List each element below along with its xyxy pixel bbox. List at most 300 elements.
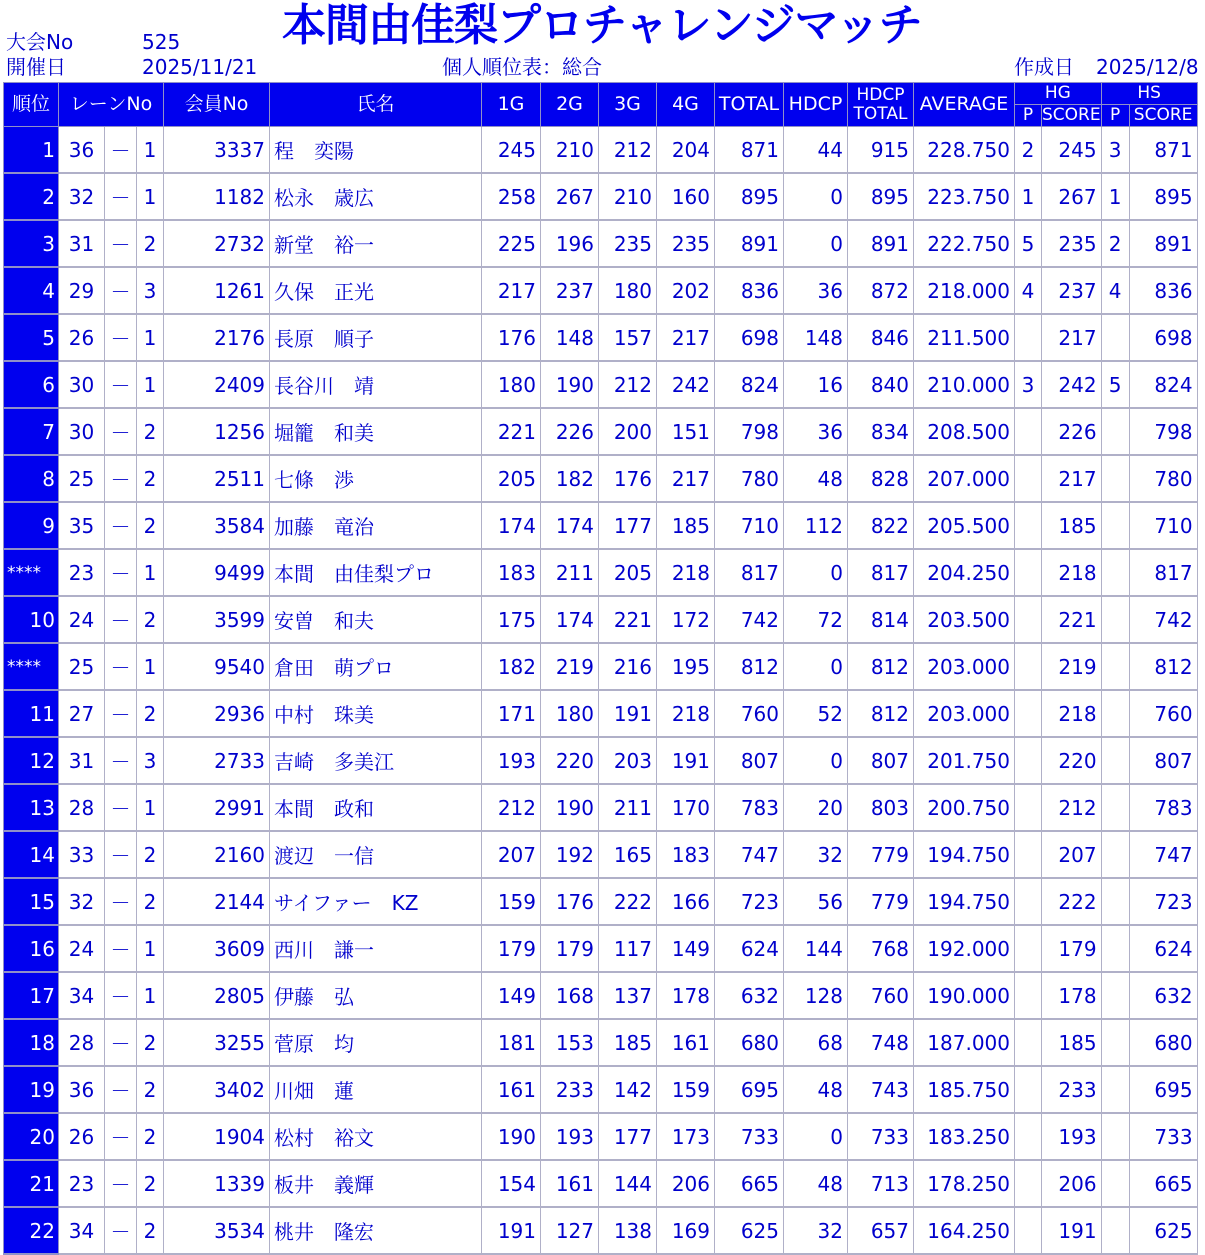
lane-sub-cell: 1 bbox=[137, 361, 164, 408]
game3-cell: 216 bbox=[599, 643, 657, 690]
game1-cell: 207 bbox=[482, 831, 541, 878]
col-2g: 2G bbox=[541, 83, 599, 127]
game4-cell: 149 bbox=[657, 925, 715, 972]
hg-score-cell: 267 bbox=[1042, 173, 1102, 220]
hg-score-cell: 221 bbox=[1042, 596, 1102, 643]
member-no-cell: 3255 bbox=[164, 1019, 270, 1066]
game1-cell: 212 bbox=[482, 784, 541, 831]
lane-cell: 25 bbox=[59, 643, 105, 690]
game2-cell: 168 bbox=[541, 972, 599, 1019]
hs-score-cell: 871 bbox=[1129, 127, 1197, 174]
lane-cell: 35 bbox=[59, 502, 105, 549]
average-cell: 223.750 bbox=[914, 173, 1015, 220]
lane-sub-cell: 3 bbox=[137, 737, 164, 784]
lane-cell: 28 bbox=[59, 784, 105, 831]
hg-place-cell bbox=[1015, 1113, 1042, 1160]
hdcp-cell: 68 bbox=[784, 1019, 848, 1066]
lane-cell: 34 bbox=[59, 1207, 105, 1254]
table-row bbox=[4, 831, 1198, 878]
game1-cell: 159 bbox=[482, 878, 541, 925]
name-cell: 長谷川 靖 bbox=[270, 361, 482, 408]
average-cell: 194.750 bbox=[914, 878, 1015, 925]
name-cell: 本間 政和 bbox=[270, 784, 482, 831]
table-row bbox=[4, 549, 1198, 596]
hg-score-cell: 179 bbox=[1042, 925, 1102, 972]
game2-cell: 176 bbox=[541, 878, 599, 925]
hs-score-cell: 624 bbox=[1129, 925, 1197, 972]
hg-score-cell: 218 bbox=[1042, 549, 1102, 596]
hdcp-total-cell: 812 bbox=[848, 643, 914, 690]
lane-sub-cell: 2 bbox=[137, 831, 164, 878]
hg-place-cell bbox=[1015, 784, 1042, 831]
hg-score-cell: 235 bbox=[1042, 220, 1102, 267]
hs-score-cell: 665 bbox=[1129, 1160, 1197, 1207]
hs-score-cell: 698 bbox=[1129, 314, 1197, 361]
average-cell: 203.500 bbox=[914, 596, 1015, 643]
table-row bbox=[4, 1113, 1198, 1160]
hg-place-cell bbox=[1015, 408, 1042, 455]
rank-cell: 10 bbox=[4, 596, 59, 643]
hs-place-cell bbox=[1101, 502, 1129, 549]
hdcp-cell: 32 bbox=[784, 1207, 848, 1254]
lane-sub-cell: 1 bbox=[137, 173, 164, 220]
hs-score-cell: 760 bbox=[1129, 690, 1197, 737]
game4-cell: 160 bbox=[657, 173, 715, 220]
col-hg: HG bbox=[1015, 83, 1102, 105]
hdcp-total-cell: 733 bbox=[848, 1113, 914, 1160]
name-cell: 堀籠 和美 bbox=[270, 408, 482, 455]
game2-cell: 211 bbox=[541, 549, 599, 596]
lane-separator: － bbox=[105, 220, 137, 267]
lane-separator: － bbox=[105, 1207, 137, 1254]
hs-score-cell: 895 bbox=[1129, 173, 1197, 220]
game3-cell: 210 bbox=[599, 173, 657, 220]
total-cell: 824 bbox=[715, 361, 784, 408]
game2-cell: 153 bbox=[541, 1019, 599, 1066]
member-no-cell: 2991 bbox=[164, 784, 270, 831]
hg-score-cell: 206 bbox=[1042, 1160, 1102, 1207]
lane-separator: － bbox=[105, 643, 137, 690]
lane-separator: － bbox=[105, 361, 137, 408]
lane-separator: － bbox=[105, 878, 137, 925]
game3-cell: 235 bbox=[599, 220, 657, 267]
game1-cell: 161 bbox=[482, 1066, 541, 1113]
hdcp-cell: 128 bbox=[784, 972, 848, 1019]
lane-sub-cell: 1 bbox=[137, 549, 164, 596]
hdcp-total-cell: 915 bbox=[848, 127, 914, 174]
member-no-cell: 2936 bbox=[164, 690, 270, 737]
name-cell: 長原 順子 bbox=[270, 314, 482, 361]
hdcp-total-cell: 768 bbox=[848, 925, 914, 972]
game1-cell: 190 bbox=[482, 1113, 541, 1160]
lane-cell: 23 bbox=[59, 549, 105, 596]
game2-cell: 190 bbox=[541, 361, 599, 408]
game2-cell: 182 bbox=[541, 455, 599, 502]
game3-cell: 138 bbox=[599, 1207, 657, 1254]
game3-cell: 185 bbox=[599, 1019, 657, 1066]
hs-score-cell: 798 bbox=[1129, 408, 1197, 455]
hg-place-cell bbox=[1015, 737, 1042, 784]
total-cell: 698 bbox=[715, 314, 784, 361]
game1-cell: 217 bbox=[482, 267, 541, 314]
date-label: 開催日 bbox=[6, 55, 66, 79]
report-header bbox=[0, 0, 1205, 82]
lane-sub-cell: 2 bbox=[137, 596, 164, 643]
member-no-cell: 1261 bbox=[164, 267, 270, 314]
lane-sub-cell: 2 bbox=[137, 1066, 164, 1113]
total-cell: 817 bbox=[715, 549, 784, 596]
average-cell: 185.750 bbox=[914, 1066, 1015, 1113]
average-cell: 203.000 bbox=[914, 690, 1015, 737]
lane-sub-cell: 1 bbox=[137, 925, 164, 972]
name-cell: 久保 正光 bbox=[270, 267, 482, 314]
hs-score-cell: 742 bbox=[1129, 596, 1197, 643]
hdcp-cell: 0 bbox=[784, 737, 848, 784]
table-row bbox=[4, 502, 1198, 549]
name-cell: 川畑 蓮 bbox=[270, 1066, 482, 1113]
hs-score-cell: 807 bbox=[1129, 737, 1197, 784]
game4-cell: 195 bbox=[657, 643, 715, 690]
table-header bbox=[4, 83, 1198, 127]
hg-place-cell: 5 bbox=[1015, 220, 1042, 267]
member-no-cell: 2160 bbox=[164, 831, 270, 878]
hg-score-cell: 218 bbox=[1042, 690, 1102, 737]
total-cell: 780 bbox=[715, 455, 784, 502]
hg-place-cell: 3 bbox=[1015, 361, 1042, 408]
member-no-cell: 3337 bbox=[164, 127, 270, 174]
lane-separator: － bbox=[105, 314, 137, 361]
hg-place-cell: 2 bbox=[1015, 127, 1042, 174]
game4-cell: 218 bbox=[657, 690, 715, 737]
rank-cell: **** bbox=[4, 549, 59, 596]
table-row bbox=[4, 596, 1198, 643]
game4-cell: 202 bbox=[657, 267, 715, 314]
name-cell: 程 奕陽 bbox=[270, 127, 482, 174]
lane-sub-cell: 2 bbox=[137, 1160, 164, 1207]
hs-score-cell: 747 bbox=[1129, 831, 1197, 878]
member-no-cell: 2805 bbox=[164, 972, 270, 1019]
game2-cell: 161 bbox=[541, 1160, 599, 1207]
hg-place-cell bbox=[1015, 502, 1042, 549]
rank-cell: 21 bbox=[4, 1160, 59, 1207]
col-lane: レーンNo bbox=[59, 83, 164, 127]
game3-cell: 212 bbox=[599, 127, 657, 174]
hg-place-cell bbox=[1015, 1066, 1042, 1113]
hdcp-cell: 0 bbox=[784, 549, 848, 596]
hs-score-cell: 695 bbox=[1129, 1066, 1197, 1113]
col-average: AVERAGE bbox=[914, 83, 1015, 127]
game4-cell: 178 bbox=[657, 972, 715, 1019]
rank-cell: 17 bbox=[4, 972, 59, 1019]
report-subtitle: 個人順位表：総合 bbox=[442, 55, 602, 79]
table-row bbox=[4, 1207, 1198, 1254]
game2-cell: 174 bbox=[541, 596, 599, 643]
game1-cell: 176 bbox=[482, 314, 541, 361]
game3-cell: 177 bbox=[599, 502, 657, 549]
rank-cell: 18 bbox=[4, 1019, 59, 1066]
hdcp-cell: 148 bbox=[784, 314, 848, 361]
hdcp-total-cell: 743 bbox=[848, 1066, 914, 1113]
name-cell: 吉崎 多美江 bbox=[270, 737, 482, 784]
total-cell: 624 bbox=[715, 925, 784, 972]
col-hg-p: P bbox=[1015, 105, 1042, 127]
name-cell: 桃井 隆宏 bbox=[270, 1207, 482, 1254]
average-cell: 200.750 bbox=[914, 784, 1015, 831]
game2-cell: 193 bbox=[541, 1113, 599, 1160]
lane-sub-cell: 2 bbox=[137, 1019, 164, 1066]
hs-place-cell bbox=[1101, 549, 1129, 596]
created-label: 作成日 bbox=[1014, 55, 1074, 79]
col-member: 会員No bbox=[164, 83, 270, 127]
lane-sub-cell: 1 bbox=[137, 127, 164, 174]
average-cell: 208.500 bbox=[914, 408, 1015, 455]
average-cell: 204.250 bbox=[914, 549, 1015, 596]
game2-cell: 233 bbox=[541, 1066, 599, 1113]
hdcp-total-cell: 657 bbox=[848, 1207, 914, 1254]
hdcp-cell: 32 bbox=[784, 831, 848, 878]
game4-cell: 166 bbox=[657, 878, 715, 925]
hs-score-cell: 812 bbox=[1129, 643, 1197, 690]
average-cell: 178.250 bbox=[914, 1160, 1015, 1207]
game1-cell: 174 bbox=[482, 502, 541, 549]
lane-sub-cell: 3 bbox=[137, 267, 164, 314]
hg-score-cell: 219 bbox=[1042, 643, 1102, 690]
col-hs-p: P bbox=[1101, 105, 1129, 127]
hg-place-cell bbox=[1015, 1019, 1042, 1066]
hdcp-total-cell: 828 bbox=[848, 455, 914, 502]
game4-cell: 235 bbox=[657, 220, 715, 267]
table-row bbox=[4, 1066, 1198, 1113]
game3-cell: 211 bbox=[599, 784, 657, 831]
lane-separator: － bbox=[105, 690, 137, 737]
total-cell: 625 bbox=[715, 1207, 784, 1254]
hg-place-cell bbox=[1015, 314, 1042, 361]
col-hs-score: SCORE bbox=[1129, 105, 1197, 127]
name-cell: 七條 渉 bbox=[270, 455, 482, 502]
event-no: 525 bbox=[142, 30, 181, 54]
lane-separator: － bbox=[105, 1160, 137, 1207]
game3-cell: 142 bbox=[599, 1066, 657, 1113]
game2-cell: 180 bbox=[541, 690, 599, 737]
hs-score-cell: 783 bbox=[1129, 784, 1197, 831]
lane-separator: － bbox=[105, 1113, 137, 1160]
hg-place-cell bbox=[1015, 831, 1042, 878]
hg-score-cell: 185 bbox=[1042, 1019, 1102, 1066]
game1-cell: 180 bbox=[482, 361, 541, 408]
game2-cell: 190 bbox=[541, 784, 599, 831]
table-row bbox=[4, 737, 1198, 784]
lane-separator: － bbox=[105, 173, 137, 220]
rank-cell: 11 bbox=[4, 690, 59, 737]
game1-cell: 193 bbox=[482, 737, 541, 784]
game3-cell: 176 bbox=[599, 455, 657, 502]
member-no-cell: 3534 bbox=[164, 1207, 270, 1254]
game4-cell: 151 bbox=[657, 408, 715, 455]
game3-cell: 200 bbox=[599, 408, 657, 455]
col-hdcp: HDCP bbox=[784, 83, 848, 127]
total-cell: 665 bbox=[715, 1160, 784, 1207]
lane-cell: 26 bbox=[59, 1113, 105, 1160]
rank-cell: 13 bbox=[4, 784, 59, 831]
total-cell: 742 bbox=[715, 596, 784, 643]
lane-cell: 36 bbox=[59, 127, 105, 174]
name-cell: 安曽 和夫 bbox=[270, 596, 482, 643]
hdcp-total-cell: 779 bbox=[848, 831, 914, 878]
table-body bbox=[4, 127, 1198, 1255]
table-row bbox=[4, 455, 1198, 502]
total-cell: 733 bbox=[715, 1113, 784, 1160]
average-cell: 192.000 bbox=[914, 925, 1015, 972]
hs-place-cell bbox=[1101, 408, 1129, 455]
game1-cell: 221 bbox=[482, 408, 541, 455]
lane-cell: 32 bbox=[59, 878, 105, 925]
hs-place-cell bbox=[1101, 643, 1129, 690]
table-row bbox=[4, 690, 1198, 737]
lane-separator: － bbox=[105, 972, 137, 1019]
col-total: TOTAL bbox=[715, 83, 784, 127]
lane-cell: 30 bbox=[59, 361, 105, 408]
hs-score-cell: 891 bbox=[1129, 220, 1197, 267]
table-row bbox=[4, 267, 1198, 314]
total-cell: 783 bbox=[715, 784, 784, 831]
average-cell: 205.500 bbox=[914, 502, 1015, 549]
hg-score-cell: 191 bbox=[1042, 1207, 1102, 1254]
table-row bbox=[4, 878, 1198, 925]
hs-place-cell bbox=[1101, 690, 1129, 737]
total-cell: 747 bbox=[715, 831, 784, 878]
average-cell: 210.000 bbox=[914, 361, 1015, 408]
lane-separator: － bbox=[105, 784, 137, 831]
lane-cell: 31 bbox=[59, 737, 105, 784]
col-name: 氏名 bbox=[270, 83, 482, 127]
hdcp-cell: 72 bbox=[784, 596, 848, 643]
lane-separator: － bbox=[105, 1066, 137, 1113]
game1-cell: 191 bbox=[482, 1207, 541, 1254]
table-row bbox=[4, 314, 1198, 361]
hg-score-cell: 193 bbox=[1042, 1113, 1102, 1160]
rank-cell: 22 bbox=[4, 1207, 59, 1254]
average-cell: 190.000 bbox=[914, 972, 1015, 1019]
game1-cell: 171 bbox=[482, 690, 541, 737]
hdcp-total-cell: 834 bbox=[848, 408, 914, 455]
lane-cell: 29 bbox=[59, 267, 105, 314]
game3-cell: 117 bbox=[599, 925, 657, 972]
hdcp-cell: 48 bbox=[784, 1066, 848, 1113]
rank-cell: 5 bbox=[4, 314, 59, 361]
rank-cell: 6 bbox=[4, 361, 59, 408]
average-cell: 164.250 bbox=[914, 1207, 1015, 1254]
member-no-cell: 3402 bbox=[164, 1066, 270, 1113]
rank-cell: 4 bbox=[4, 267, 59, 314]
game4-cell: 217 bbox=[657, 455, 715, 502]
table-row bbox=[4, 643, 1198, 690]
event-no-label: 大会No bbox=[6, 30, 74, 54]
total-cell: 632 bbox=[715, 972, 784, 1019]
hs-place-cell: 4 bbox=[1101, 267, 1129, 314]
member-no-cell: 1339 bbox=[164, 1160, 270, 1207]
lane-cell: 32 bbox=[59, 173, 105, 220]
rank-cell: 12 bbox=[4, 737, 59, 784]
game1-cell: 258 bbox=[482, 173, 541, 220]
total-cell: 680 bbox=[715, 1019, 784, 1066]
rank-cell: 9 bbox=[4, 502, 59, 549]
total-cell: 895 bbox=[715, 173, 784, 220]
hg-score-cell: 207 bbox=[1042, 831, 1102, 878]
game4-cell: 204 bbox=[657, 127, 715, 174]
hs-place-cell bbox=[1101, 1066, 1129, 1113]
game2-cell: 226 bbox=[541, 408, 599, 455]
name-cell: 板井 義輝 bbox=[270, 1160, 482, 1207]
hdcp-cell: 36 bbox=[784, 408, 848, 455]
lane-sub-cell: 2 bbox=[137, 220, 164, 267]
hs-place-cell bbox=[1101, 1019, 1129, 1066]
hg-place-cell: 1 bbox=[1015, 173, 1042, 220]
hg-score-cell: 222 bbox=[1042, 878, 1102, 925]
game1-cell: 175 bbox=[482, 596, 541, 643]
game1-cell: 183 bbox=[482, 549, 541, 596]
game4-cell: 161 bbox=[657, 1019, 715, 1066]
lane-cell: 34 bbox=[59, 972, 105, 1019]
hg-place-cell bbox=[1015, 643, 1042, 690]
member-no-cell: 2144 bbox=[164, 878, 270, 925]
hs-place-cell bbox=[1101, 972, 1129, 1019]
hdcp-cell: 48 bbox=[784, 1160, 848, 1207]
name-cell: 中村 珠美 bbox=[270, 690, 482, 737]
rank-cell: 7 bbox=[4, 408, 59, 455]
hg-score-cell: 233 bbox=[1042, 1066, 1102, 1113]
game3-cell: 205 bbox=[599, 549, 657, 596]
game3-cell: 165 bbox=[599, 831, 657, 878]
average-cell: 207.000 bbox=[914, 455, 1015, 502]
game3-cell: 212 bbox=[599, 361, 657, 408]
hdcp-total-cell: 807 bbox=[848, 737, 914, 784]
game2-cell: 237 bbox=[541, 267, 599, 314]
hg-score-cell: 217 bbox=[1042, 455, 1102, 502]
hs-place-cell bbox=[1101, 455, 1129, 502]
name-cell: 加藤 竜治 bbox=[270, 502, 482, 549]
name-cell: 倉田 萌プロ bbox=[270, 643, 482, 690]
hdcp-total-cell: 814 bbox=[848, 596, 914, 643]
rank-cell: 15 bbox=[4, 878, 59, 925]
col-4g: 4G bbox=[657, 83, 715, 127]
hs-place-cell bbox=[1101, 314, 1129, 361]
hdcp-total-cell: 812 bbox=[848, 690, 914, 737]
game4-cell: 217 bbox=[657, 314, 715, 361]
game2-cell: 148 bbox=[541, 314, 599, 361]
hdcp-cell: 20 bbox=[784, 784, 848, 831]
name-cell: サイファー KZ bbox=[270, 878, 482, 925]
table-row bbox=[4, 1019, 1198, 1066]
lane-cell: 24 bbox=[59, 925, 105, 972]
lane-sub-cell: 2 bbox=[137, 502, 164, 549]
name-cell: 松村 裕文 bbox=[270, 1113, 482, 1160]
hs-place-cell bbox=[1101, 737, 1129, 784]
total-cell: 807 bbox=[715, 737, 784, 784]
average-cell: 218.000 bbox=[914, 267, 1015, 314]
game3-cell: 191 bbox=[599, 690, 657, 737]
total-cell: 798 bbox=[715, 408, 784, 455]
name-cell: 本間 由佳梨プロ bbox=[270, 549, 482, 596]
member-no-cell: 3584 bbox=[164, 502, 270, 549]
hg-score-cell: 217 bbox=[1042, 314, 1102, 361]
rank-cell: 2 bbox=[4, 173, 59, 220]
average-cell: 187.000 bbox=[914, 1019, 1015, 1066]
rank-cell: 3 bbox=[4, 220, 59, 267]
game1-cell: 149 bbox=[482, 972, 541, 1019]
game3-cell: 203 bbox=[599, 737, 657, 784]
game2-cell: 210 bbox=[541, 127, 599, 174]
hg-place-cell bbox=[1015, 1160, 1042, 1207]
